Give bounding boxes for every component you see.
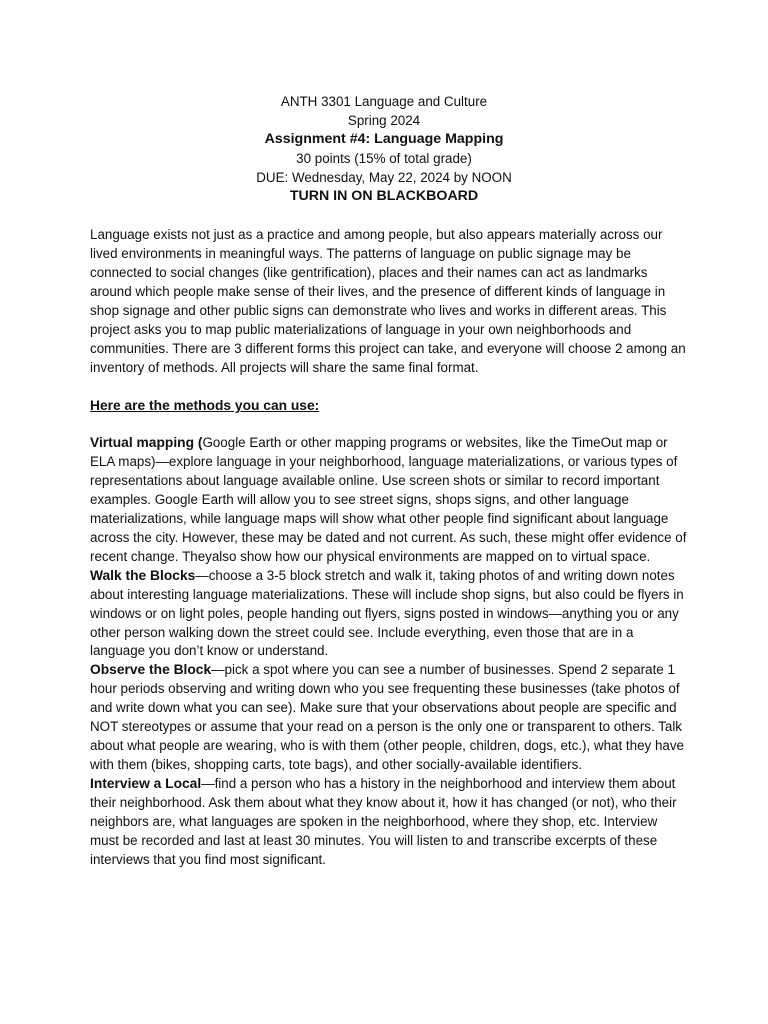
method-description: —find a person who has a history in the neighborhood and interview them about their neighborhood. Ask them about what they know about it, how it has changed (or not), who their neighbors are, what languages are spoken in the neighborhood, where they shop, etc. Interview must be recorded and last at least 30 minutes. You will listen to and transcribe excerpts of these interviews that you find most significant. [90, 776, 677, 867]
method-term: Walk the Blocks [90, 567, 196, 583]
method-term: Virtual mapping ( [90, 435, 203, 450]
method-description: Google Earth or other mapping programs or websites, like the TimeOut map or ELA maps)—explore language in your neighborhood, language materializations, or various types of representations about language available online. Use screen shots or similar to record important examples. Google Earth will allow you to see street signs, shops signs, and other language materializations, while language maps will show what other people find significant about language across the city. However, these may be dated and not current. As such, these might offer evidence of recent change. Theyalso show how our physical environments are mapped on to virtual space. [90, 435, 687, 564]
method-description: —choose a 3-5 block stretch and walk it, taking photos of and writing down notes about interesting language materializations. These will include shop signs, but also could be flyers in windows or on light poles, people handing out flyers, signs posted in windows—anything you or any other person walking down the street could see. Include everything, even those that are in a language you don’t know or understand. [90, 567, 684, 659]
method-term: Interview a Local [90, 776, 202, 792]
method-term: Observe the Block [90, 662, 212, 678]
method-walk-the-blocks [90, 567, 688, 662]
method-observe-the-block [90, 661, 688, 775]
methods-heading: Here are the methods you can use: [90, 398, 320, 413]
method-description: —pick a spot where you can see a number of businesses. Spend 2 separate 1 hour periods observing and writing down who you see frequenting these businesses (take photos of and write down what you can see). Make sure that your observations about people are specific and NOT stereotypes or assume that your read on a person is the only one or transparent to others. Talk about what people are wearing, who is with them (other people, children, dogs, etc.), what they have with them (bikes, shopping carts, tote bags), and other socially-available identifiers. [90, 662, 684, 773]
intro-paragraph: Language exists not just as a practice and among people, but also appears materially across our lived environments in meaningful ways. The patterns of language on public signage may be connected to social changes (like gentrification), places and their names can act as landmarks around which people make sense of their lives, and the presence of different kinds of language in shop signage and other public signs can demonstrate who lives and works in different areas. This project asks you to map public materializations of language in your own neighborhoods and communities. There are 3 different forms this project can take, and everyone will choose 2 among an inventory of methods. All projects will share the same final format. [90, 227, 686, 375]
method-interview-a-local [90, 775, 688, 870]
course-title: ANTH 3301 Language and Culture [280, 94, 488, 109]
assignment-header [0, 92, 768, 206]
term: Spring 2024 [347, 113, 421, 128]
submission-instructions: TURN IN ON BLACKBOARD [289, 188, 479, 204]
points-info: 30 points (15% of total grade) [296, 151, 472, 166]
methods-list [90, 434, 688, 870]
assignment-title: Assignment #4: Language Mapping [264, 131, 504, 147]
method-virtual-mapping [90, 434, 688, 567]
due-date: DUE: Wednesday, May 22, 2024 by NOON [256, 170, 512, 185]
